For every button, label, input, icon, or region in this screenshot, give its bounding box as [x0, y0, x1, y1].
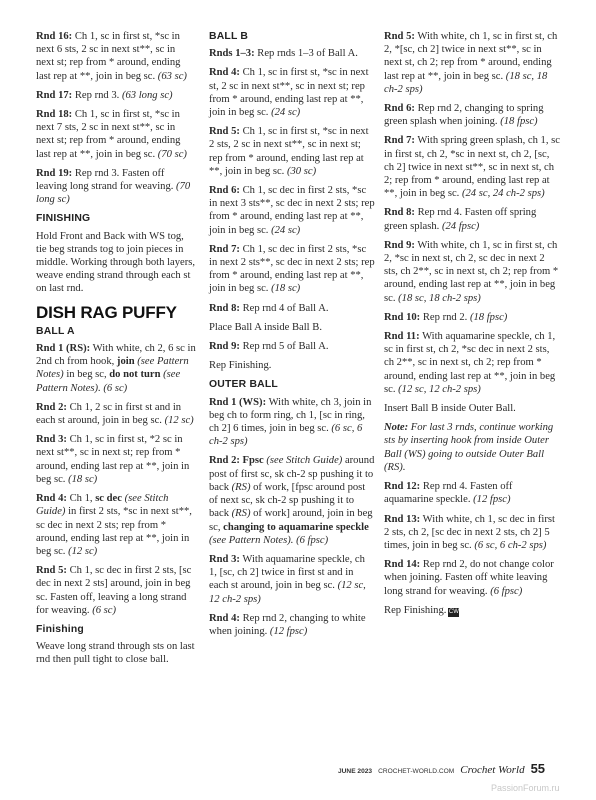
outer-round-4: Rnd 4: Rep rnd 2, changing to white when joining. (12 fpsc)	[209, 612, 366, 637]
outer-ball-heading: OUTER BALL	[209, 379, 278, 391]
round-16: Rnd 16: Ch 1, sc in first st, *sc in next 6 sts, 2 sc in next st**, sc in next st; rep from * around, ending last rep at **, join in beg sc. (63 sc)	[36, 31, 187, 82]
ball-b-rounds-1-3: Rnds 1–3: Rep rnds 1–3 of Ball A.	[209, 48, 358, 60]
website-link[interactable]: CROCHET-WORLD.COM	[378, 768, 455, 775]
ball-a-round-4: Rnd 4: Ch 1, sc dec (see Stitch Guide) in first 2 sts, *sc in next st**, sc dec in next 2 sts; rep from * around, ending last rep at **, join in beg sc. (12 sc)	[36, 493, 192, 557]
ball-b-round-8: Rnd 8: Rep rnd 4 of Ball A.	[209, 302, 329, 314]
column-left	[36, 30, 196, 673]
outer-round-10: Rnd 10: Rep rnd 2. (18 fpsc)	[384, 311, 508, 323]
outer-round-11: Rnd 11: With aquamarine speckle, ch 1, sc in first st, ch 2, *sc dec in next 2 sts, ch 2**, sc in next st, ch 2; rep from * around, ending last rep at **, join in beg sc. (12 sc, 12 ch-2 sps)	[384, 331, 556, 395]
outer-round-3: Rnd 3: With aquamarine speckle, ch 1, [sc, ch 2] twice in first st and in each st around, join in beg sc. (12 sc, 12 ch-2 sps)	[209, 553, 366, 605]
ball-b-round-5: Rnd 5: Ch 1, sc in first st, *sc in next 2 sts, 2 sc in next st**, sc in next st; rep from * around, ending last rep at **, join in beg sc. (30 sc)	[209, 126, 369, 177]
ball-b-place-text: Place Ball A inside Ball B.	[209, 321, 322, 333]
page-number: 55	[530, 761, 546, 776]
ball-b-round-7: Rnd 7: Ch 1, sc dec in first 2 sts, *sc in next 2 sts**, sc dec in next 2 sts; rep from * around, ending last rep at **, join in beg sc. (18 sc)	[209, 243, 375, 295]
outer-round-2: Rnd 2: Fpsc (see Stitch Guide) around post of first sc, sk ch-2 sp pushing it to back (RS) of work, [fpsc around post of next sc, sk ch-2 sp pushing it to back (RS) of work] around, join in beg sc, changing to aquamarine speckle (see Pattern Notes). (6 fpsc)	[209, 455, 375, 546]
page-footer	[338, 761, 578, 777]
outer-round-6: Rnd 6: Rep rnd 2, changing to spring green splash when joining. (18 fpsc)	[384, 103, 544, 128]
ball-a-round-2: Rnd 2: Ch 1, 2 sc in first st and in each st around, join in beg sc. (12 sc)	[36, 401, 194, 427]
finishing-text: Hold Front and Back with WS tog, tie beg strands tog to join pieces in middle. Working through both layers, weave ending strand through each st on last rnd.	[36, 230, 196, 295]
outer-round-12: Rnd 12: Rep rnd 4. Fasten off aquamarine speckle. (12 fpsc)	[384, 481, 513, 506]
finishing-heading: FINISHING	[36, 213, 91, 225]
final-rep-finishing: Rep Finishing. CW	[384, 604, 459, 616]
outer-round-9: Rnd 9: With white, ch 1, sc in first st, ch 2, *sc in next st, ch 2, sc dec in next 2 sts, ch 2**, sc in next st, ch 2; rep from * around, ending last rep at **, join in beg sc. (18 sc, 18 ch-2 sps)	[384, 239, 559, 304]
ball-a-round-3: Rnd 3: Ch 1, sc in first st, *2 sc in next st**, sc in next st; rep from * around, ending last rep at **, join in beg sc. (18 sc)	[36, 434, 190, 485]
round-18: Rnd 18: Ch 1, sc in first st, *sc in next 7 sts, 2 sc in next st**, sc in next st; rep from * around, ending last rep at **, join in beg sc. (70 sc)	[36, 109, 187, 160]
ball-b-round-6: Rnd 6: Ch 1, sc dec in first 2 sts, *sc in next 3 sts**, sc dec in next 2 sts; rep from * around, ending last rep at **, join in beg sc. (24 sc)	[209, 185, 375, 236]
issue-date: JUNE 2023	[338, 768, 373, 775]
round-19: Rnd 19: Rep rnd 3. Fasten off leaving long strand for weaving. (70 long sc)	[36, 167, 191, 206]
outer-round-7: Rnd 7: With spring green splash, ch 1, sc in first st, ch 2, *sc in next st, ch 2, [sc, ch 2] twice in next st**, sc in next st, ch 2; rep from * around, ending last rep at **, join in beg sc. (24 sc, 24 ch-2 sps)	[384, 135, 560, 200]
magazine-name: Crochet World	[460, 764, 525, 776]
finishing-subheading: Finishing	[36, 623, 84, 635]
ball-b-rep-finishing: Rep Finishing.	[209, 360, 272, 372]
ball-b-round-9: Rnd 9: Rep rnd 5 of Ball A.	[209, 341, 329, 353]
insert-ball-text: Insert Ball B inside Outer Ball.	[384, 403, 516, 415]
end-mark-icon: CW	[448, 608, 459, 615]
ball-b-round-4: Rnd 4: Ch 1, sc in first st, *sc in next st, 2 sc in next st**, sc in next st; rep from * around, ending last rep at **, join in beg sc. (24 sc)	[209, 67, 369, 119]
outer-round-13: Rnd 13: With white, ch 1, sc dec in first 2 sts, ch 2, [sc dec in next 2 sts, ch 2] 5 times, join in beg sc. (6 sc, 6 ch-2 sps)	[384, 513, 555, 551]
ball-a-round-1: Rnd 1 (RS): With white, ch 2, 6 sc in 2nd ch from hook, join (see Pattern Notes) in beg sc, do not turn (see Pattern Notes). (6 sc)	[36, 343, 196, 394]
outer-round-1: Rnd 1 (WS): With white, ch 3, join in beg ch to form ring, ch 1, [sc in ring, ch 2] 6 times, join in beg sc. (6 sc, 6 ch-2 sps)	[209, 396, 372, 448]
ball-a-round-5: Rnd 5: Ch 1, sc dec in first 2 sts, [sc dec in next 2 sts] around, join in beg sc. Fasten off, leaving a long strand for weaving. (6 sc)	[36, 565, 192, 616]
watermark: PassionForum.ru	[491, 783, 560, 793]
column-right	[384, 30, 560, 623]
outer-round-5: Rnd 5: With white, ch 1, sc in first st, ch 2, *[sc, ch 2] twice in next st**, sc in next st, ch 2; rep from * around, ending last rep at **, join in beg sc. (18 sc, 18 ch-2 sps)	[384, 31, 558, 95]
outer-round-14: Rnd 14: Rep rnd 2, do not change color when joining. Fasten off white leaving long strand for weaving. (6 fpsc)	[384, 559, 554, 597]
ball-a-heading: BALL A	[36, 325, 75, 337]
ball-b-heading: BALL B	[209, 31, 249, 42]
column-middle	[209, 30, 375, 644]
outer-round-8: Rnd 8: Rep rnd 4. Fasten off spring green splash. (24 fpsc)	[384, 207, 537, 232]
round-17: Rnd 17: Rep rnd 3. (63 long sc)	[36, 89, 173, 101]
finishing-ball-text: Weave long strand through sts on last rnd then pull tight to close ball.	[36, 641, 195, 666]
pattern-title: DISH RAG PUFFY	[36, 302, 177, 322]
note-text: Note: For last 3 rnds, continue working sts by inserting hook from inside Outer Ball (WS) going to outside Outer Ball (RS).	[384, 422, 554, 473]
